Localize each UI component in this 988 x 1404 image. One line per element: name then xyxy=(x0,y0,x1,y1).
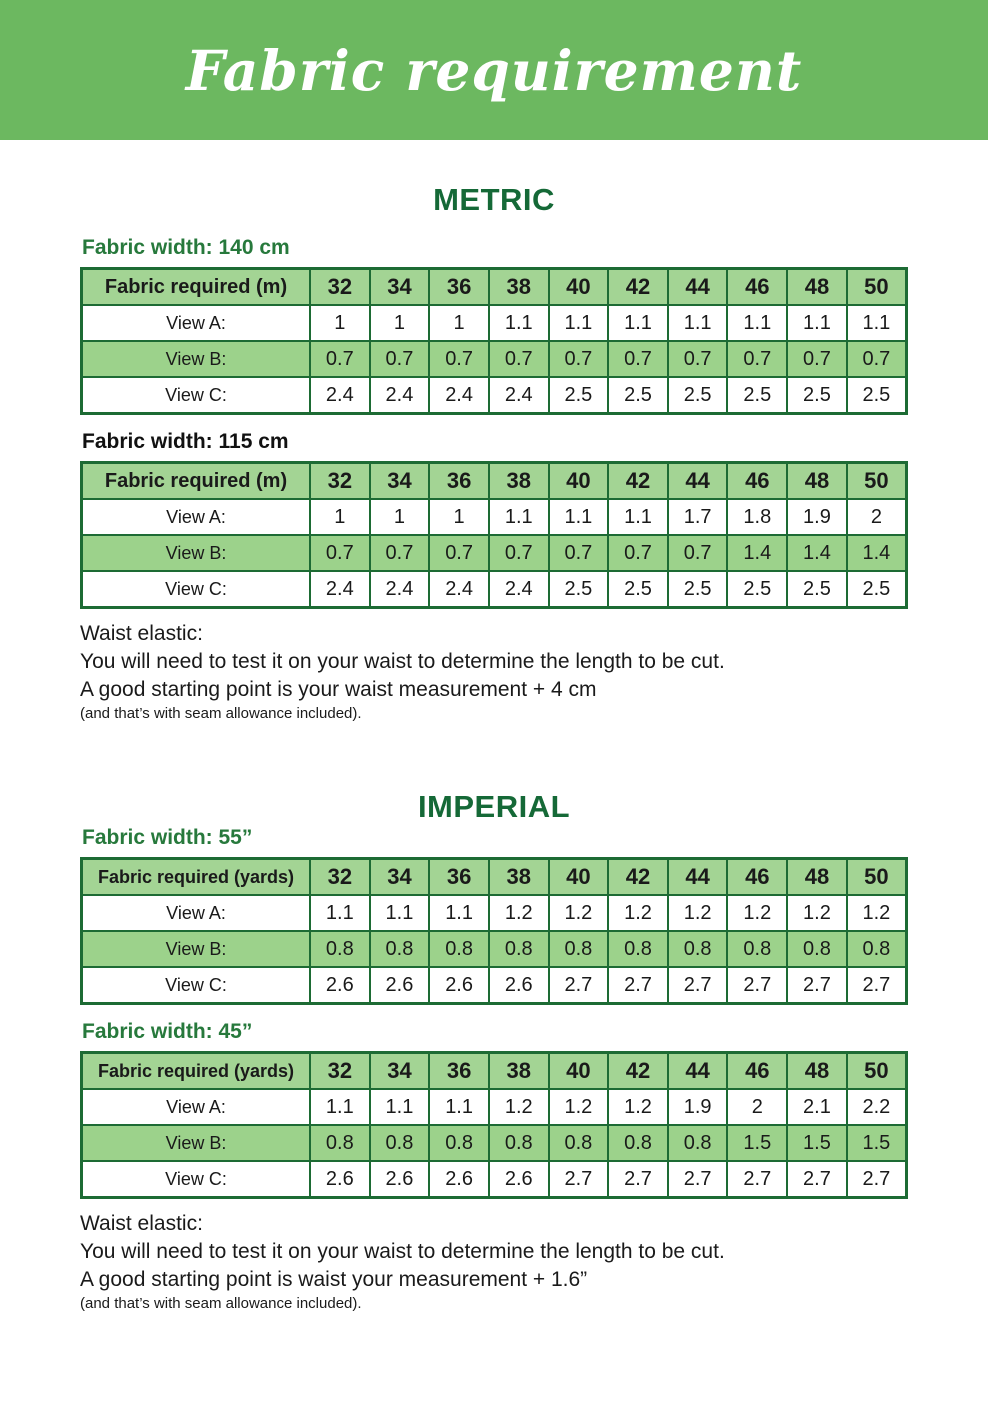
size-value-cell: 1.1 xyxy=(549,305,609,341)
size-value-cell: 2.5 xyxy=(847,377,907,414)
corner-header-cell: Fabric required (m) xyxy=(82,463,311,500)
table-row-view-a xyxy=(82,1089,907,1125)
corner-header-cell: Fabric required (yards) xyxy=(82,859,311,896)
waist-elastic-note-metric xyxy=(80,620,908,723)
size-header-cell: 40 xyxy=(549,1053,609,1090)
size-header-cell: 38 xyxy=(489,859,549,896)
size-value-cell: 0.8 xyxy=(727,931,787,967)
size-value-cell: 2.6 xyxy=(310,967,370,1004)
size-value-cell: 2.7 xyxy=(787,1161,847,1198)
size-value-cell: 1.2 xyxy=(549,895,609,931)
row-label-cell: View A: xyxy=(82,305,311,341)
page-title: Fabric requirement xyxy=(185,37,803,103)
size-value-cell: 2.7 xyxy=(847,967,907,1004)
size-header-cell: 44 xyxy=(668,269,728,306)
row-label-cell: View B: xyxy=(82,535,311,571)
size-value-cell: 2.5 xyxy=(608,571,668,608)
size-header-cell: 50 xyxy=(847,1053,907,1090)
size-value-cell: 1.4 xyxy=(727,535,787,571)
table-row-view-b xyxy=(82,535,907,571)
size-value-cell: 2.5 xyxy=(847,571,907,608)
size-header-cell: 32 xyxy=(310,859,370,896)
size-value-cell: 0.8 xyxy=(549,1125,609,1161)
size-value-cell: 1.2 xyxy=(787,895,847,931)
size-header-cell: 36 xyxy=(429,1053,489,1090)
page-content xyxy=(0,182,988,1314)
size-value-cell: 1.1 xyxy=(787,305,847,341)
size-value-cell: 2.6 xyxy=(310,1161,370,1198)
size-value-cell: 1.9 xyxy=(787,499,847,535)
size-value-cell: 1.1 xyxy=(608,499,668,535)
size-value-cell: 0.7 xyxy=(608,341,668,377)
size-value-cell: 0.7 xyxy=(429,535,489,571)
table-row-view-b xyxy=(82,341,907,377)
size-value-cell: 2.7 xyxy=(787,967,847,1004)
size-value-cell: 0.8 xyxy=(608,931,668,967)
size-header-cell: 40 xyxy=(549,859,609,896)
table-row-view-a xyxy=(82,305,907,341)
size-value-cell: 2.7 xyxy=(847,1161,907,1198)
section-imperial xyxy=(80,789,908,1313)
size-header-cell: 50 xyxy=(847,859,907,896)
size-value-cell: 1.1 xyxy=(668,305,728,341)
size-value-cell: 0.8 xyxy=(370,1125,430,1161)
fabric-table-45in xyxy=(80,1051,908,1199)
size-value-cell: 1.2 xyxy=(668,895,728,931)
size-value-cell: 1.1 xyxy=(310,1089,370,1125)
table-row-view-b xyxy=(82,1125,907,1161)
size-value-cell: 0.8 xyxy=(668,931,728,967)
size-header-cell: 46 xyxy=(727,463,787,500)
row-label-cell: View B: xyxy=(82,341,311,377)
size-value-cell: 2.5 xyxy=(727,571,787,608)
size-value-cell: 2.7 xyxy=(668,967,728,1004)
size-value-cell: 0.8 xyxy=(310,1125,370,1161)
size-header-cell: 32 xyxy=(310,1053,370,1090)
size-value-cell: 2.1 xyxy=(787,1089,847,1125)
size-value-cell: 0.8 xyxy=(429,931,489,967)
size-value-cell: 2.6 xyxy=(489,1161,549,1198)
fabric-table-140cm xyxy=(80,267,908,415)
size-header-cell: 46 xyxy=(727,1053,787,1090)
size-value-cell: 1.7 xyxy=(668,499,728,535)
size-value-cell: 2.5 xyxy=(787,377,847,414)
note-line: You will need to test it on your waist to determine the length to be cut. xyxy=(80,1240,725,1264)
size-value-cell: 2.5 xyxy=(787,571,847,608)
size-header-cell: 32 xyxy=(310,269,370,306)
size-header-cell: 40 xyxy=(549,463,609,500)
size-value-cell: 1 xyxy=(370,499,430,535)
size-value-cell: 0.8 xyxy=(489,931,549,967)
size-header-cell: 48 xyxy=(787,1053,847,1090)
size-header-cell: 36 xyxy=(429,269,489,306)
table-row-view-a xyxy=(82,895,907,931)
size-value-cell: 1.1 xyxy=(847,305,907,341)
size-value-cell: 1.5 xyxy=(847,1125,907,1161)
size-value-cell: 1.5 xyxy=(787,1125,847,1161)
size-header-cell: 46 xyxy=(727,269,787,306)
size-value-cell: 1.1 xyxy=(310,895,370,931)
size-value-cell: 2.7 xyxy=(727,967,787,1004)
size-value-cell: 2.4 xyxy=(310,377,370,414)
size-value-cell: 1.4 xyxy=(847,535,907,571)
section-metric xyxy=(80,182,908,723)
size-value-cell: 2.4 xyxy=(429,377,489,414)
size-value-cell: 2.5 xyxy=(668,571,728,608)
size-value-cell: 2.4 xyxy=(489,571,549,608)
size-value-cell: 1.2 xyxy=(608,895,668,931)
size-header-cell: 50 xyxy=(847,269,907,306)
size-value-cell: 0.7 xyxy=(370,341,430,377)
size-value-cell: 2.7 xyxy=(549,1161,609,1198)
size-value-cell: 0.7 xyxy=(787,341,847,377)
size-value-cell: 1.1 xyxy=(608,305,668,341)
size-value-cell: 1.2 xyxy=(489,895,549,931)
size-value-cell: 1.1 xyxy=(370,1089,430,1125)
size-header-cell: 38 xyxy=(489,269,549,306)
size-value-cell: 0.8 xyxy=(370,931,430,967)
fabric-table-55in xyxy=(80,857,908,1005)
note-title: Waist elastic: xyxy=(80,622,203,645)
size-value-cell: 2.5 xyxy=(549,571,609,608)
size-value-cell: 1.2 xyxy=(847,895,907,931)
size-value-cell: 0.8 xyxy=(310,931,370,967)
size-value-cell: 2 xyxy=(847,499,907,535)
size-value-cell: 0.7 xyxy=(429,341,489,377)
table-header-row xyxy=(82,859,907,896)
size-header-cell: 42 xyxy=(608,269,668,306)
size-header-cell: 42 xyxy=(608,463,668,500)
fabric-width-label-55in: Fabric width: 55” xyxy=(82,826,253,850)
size-value-cell: 1.9 xyxy=(668,1089,728,1125)
size-value-cell: 1.1 xyxy=(489,499,549,535)
size-value-cell: 2.6 xyxy=(370,1161,430,1198)
size-value-cell: 1.1 xyxy=(489,305,549,341)
size-header-cell: 48 xyxy=(787,859,847,896)
row-label-cell: View A: xyxy=(82,895,311,931)
table-header-row xyxy=(82,269,907,306)
table-row-view-c xyxy=(82,571,907,608)
imperial-heading: IMPERIAL xyxy=(417,789,571,825)
size-value-cell: 2.4 xyxy=(310,571,370,608)
size-value-cell: 1 xyxy=(429,499,489,535)
size-value-cell: 0.7 xyxy=(310,341,370,377)
size-value-cell: 1 xyxy=(310,305,370,341)
size-value-cell: 1.1 xyxy=(429,1089,489,1125)
size-header-cell: 34 xyxy=(370,1053,430,1090)
waist-elastic-note-imperial xyxy=(80,1210,908,1313)
row-label-cell: View C: xyxy=(82,571,311,608)
size-value-cell: 0.8 xyxy=(429,1125,489,1161)
corner-header-cell: Fabric required (yards) xyxy=(82,1053,311,1090)
size-value-cell: 2.6 xyxy=(370,967,430,1004)
size-value-cell: 0.7 xyxy=(608,535,668,571)
size-header-cell: 50 xyxy=(847,463,907,500)
fabric-width-label-115cm: Fabric width: 115 cm xyxy=(82,430,289,453)
size-value-cell: 2.7 xyxy=(727,1161,787,1198)
size-value-cell: 2.6 xyxy=(429,1161,489,1198)
size-header-cell: 44 xyxy=(668,859,728,896)
size-header-cell: 36 xyxy=(429,859,489,896)
size-value-cell: 1.1 xyxy=(549,499,609,535)
size-header-cell: 34 xyxy=(370,463,430,500)
size-value-cell: 1.4 xyxy=(787,535,847,571)
size-value-cell: 2.6 xyxy=(429,967,489,1004)
note-line-small: (and that’s with seam allowance included). xyxy=(80,704,362,722)
row-label-cell: View C: xyxy=(82,1161,311,1198)
row-label-cell: View A: xyxy=(82,499,311,535)
size-value-cell: 2.5 xyxy=(727,377,787,414)
size-value-cell: 0.7 xyxy=(370,535,430,571)
row-label-cell: View A: xyxy=(82,1089,311,1125)
size-value-cell: 1.5 xyxy=(727,1125,787,1161)
page-banner xyxy=(0,0,988,140)
size-value-cell: 2.7 xyxy=(549,967,609,1004)
size-header-cell: 40 xyxy=(549,269,609,306)
table-row-view-c xyxy=(82,967,907,1004)
size-value-cell: 0.7 xyxy=(668,341,728,377)
row-label-cell: View B: xyxy=(82,1125,311,1161)
size-value-cell: 0.7 xyxy=(549,535,609,571)
size-value-cell: 2.7 xyxy=(608,1161,668,1198)
size-value-cell: 2.4 xyxy=(370,571,430,608)
size-header-cell: 42 xyxy=(608,1053,668,1090)
table-row-view-c xyxy=(82,377,907,414)
size-value-cell: 1.1 xyxy=(429,895,489,931)
size-value-cell: 1 xyxy=(370,305,430,341)
size-value-cell: 0.8 xyxy=(668,1125,728,1161)
size-value-cell: 2.2 xyxy=(847,1089,907,1125)
size-value-cell: 0.8 xyxy=(608,1125,668,1161)
size-header-cell: 48 xyxy=(787,269,847,306)
row-label-cell: View B: xyxy=(82,931,311,967)
note-line-small: (and that’s with seam allowance included). xyxy=(80,1295,362,1313)
size-value-cell: 1.1 xyxy=(727,305,787,341)
fabric-table-115cm xyxy=(80,461,908,609)
size-header-cell: 36 xyxy=(429,463,489,500)
metric-heading: METRIC xyxy=(433,182,555,217)
table-header-row xyxy=(82,1053,907,1090)
size-header-cell: 42 xyxy=(608,859,668,896)
size-header-cell: 46 xyxy=(727,859,787,896)
size-value-cell: 0.8 xyxy=(787,931,847,967)
size-value-cell: 0.7 xyxy=(847,341,907,377)
size-value-cell: 2.4 xyxy=(489,377,549,414)
table-row-view-b xyxy=(82,931,907,967)
size-value-cell: 1.1 xyxy=(370,895,430,931)
size-value-cell: 2.4 xyxy=(429,571,489,608)
size-value-cell: 1.2 xyxy=(608,1089,668,1125)
size-value-cell: 1 xyxy=(310,499,370,535)
note-title: Waist elastic: xyxy=(80,1212,203,1236)
size-header-cell: 32 xyxy=(310,463,370,500)
size-value-cell: 0.7 xyxy=(549,341,609,377)
size-header-cell: 48 xyxy=(787,463,847,500)
size-value-cell: 2.6 xyxy=(489,967,549,1004)
size-value-cell: 0.7 xyxy=(668,535,728,571)
table-row-view-a xyxy=(82,499,907,535)
size-value-cell: 2.4 xyxy=(370,377,430,414)
size-value-cell: 2.5 xyxy=(549,377,609,414)
size-value-cell: 1.2 xyxy=(549,1089,609,1125)
size-value-cell: 0.8 xyxy=(489,1125,549,1161)
size-header-cell: 38 xyxy=(489,1053,549,1090)
size-value-cell: 0.7 xyxy=(489,341,549,377)
note-line: A good starting point is waist your measurement + 1.6” xyxy=(80,1268,588,1292)
size-value-cell: 0.7 xyxy=(310,535,370,571)
table-header-row xyxy=(82,463,907,500)
corner-header-cell: Fabric required (m) xyxy=(82,269,311,306)
size-value-cell: 0.8 xyxy=(847,931,907,967)
size-value-cell: 0.7 xyxy=(489,535,549,571)
note-line: A good starting point is your waist measurement + 4 cm xyxy=(80,677,597,701)
size-header-cell: 44 xyxy=(668,463,728,500)
fabric-width-label-140cm: Fabric width: 140 cm xyxy=(82,236,290,259)
size-header-cell: 44 xyxy=(668,1053,728,1090)
row-label-cell: View C: xyxy=(82,377,311,414)
size-value-cell: 2 xyxy=(727,1089,787,1125)
size-header-cell: 34 xyxy=(370,269,430,306)
size-value-cell: 0.7 xyxy=(727,341,787,377)
size-value-cell: 0.8 xyxy=(549,931,609,967)
size-value-cell: 1.2 xyxy=(489,1089,549,1125)
row-label-cell: View C: xyxy=(82,967,311,1004)
size-value-cell: 2.5 xyxy=(608,377,668,414)
table-row-view-c xyxy=(82,1161,907,1198)
size-value-cell: 1 xyxy=(429,305,489,341)
size-header-cell: 34 xyxy=(370,859,430,896)
size-value-cell: 2.7 xyxy=(608,967,668,1004)
size-value-cell: 2.5 xyxy=(668,377,728,414)
size-value-cell: 1.8 xyxy=(727,499,787,535)
size-value-cell: 2.7 xyxy=(668,1161,728,1198)
note-line: You will need to test it on your waist to determine the length to be cut. xyxy=(80,649,725,673)
fabric-width-label-45in: Fabric width: 45” xyxy=(82,1020,253,1044)
size-header-cell: 38 xyxy=(489,463,549,500)
size-value-cell: 1.2 xyxy=(727,895,787,931)
